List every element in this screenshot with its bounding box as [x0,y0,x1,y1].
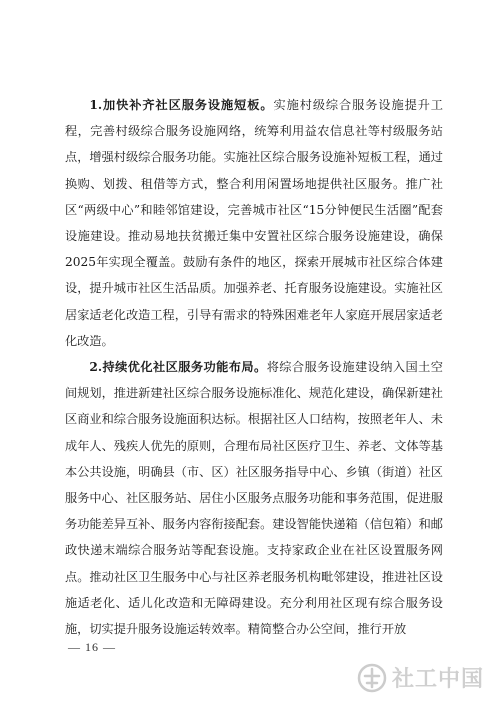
watermark-text: 社工中国 [391,667,484,692]
social-work-logo-icon [357,663,387,693]
paragraph-2 [65,354,443,642]
paragraph-1-heading: 1.加快补齐社区服务设施短板。 [89,98,274,112]
paragraph-2-text: 将综合服务设施建设纳入国土空间规划，推进新建社区综合服务设施标准化、规范化建设，确保新建社区商业和综合服务设施面积达标。根据社区人口结构，按照老年人、未成年人、残疾人优先的原则，合理布局社区医疗卫生、养老、文体等基本公共设施，明确县（市、区）社区服务指导中心、乡镇（街道）社区服务中心、社区服务站、居住小区服务点服务功能和事务范围，促进服务功能差异互补、服务内容衔接配套。建设智能快递箱（信包箱）和邮政快递末端综合服务站等配套设施。支持家政企业在社区设置服务网点。推动社区卫生服务中心与社区养老服务机构毗邻建设，推进社区设施适老化、适儿化改造和无障碍建设。充分利用社区现有综合服务设施，切实提升服务设施运转效率。精简整合办公空间，推行开放 [65,360,443,637]
paragraph-1 [65,92,443,354]
paragraph-2-heading: 2.持续优化社区服务功能布局。 [89,360,267,375]
document-body [65,92,443,642]
paragraph-1-text: 实施村级综合服务设施提升工程，完善村级综合服务设施网络，统筹利用益农信息社等村级服务站点，增强村级综合服务功能。实施社区综合服务设施补短板工程，通过换购、划拨、租借等方式，整合利用闲置场地提供社区服务。推广社区“两级中心”和睦邻馆建设，完善城市社区“15分钟便民生活圈”配套设施建设。推动易地扶贫搬迁集中安置社区综合服务设施建设，确保2025年实现全覆盖。鼓励有条件的地区，探索开展城市社区综合体建设，提升城市社区生活品质。加强养老、托育服务设施建设。实施社区居家适老化改造工程，引导有需求的特殊困难老年人家庭开展居家适老化改造。 [65,98,443,348]
watermark [357,662,484,693]
page-number: — 16 — [68,640,116,654]
